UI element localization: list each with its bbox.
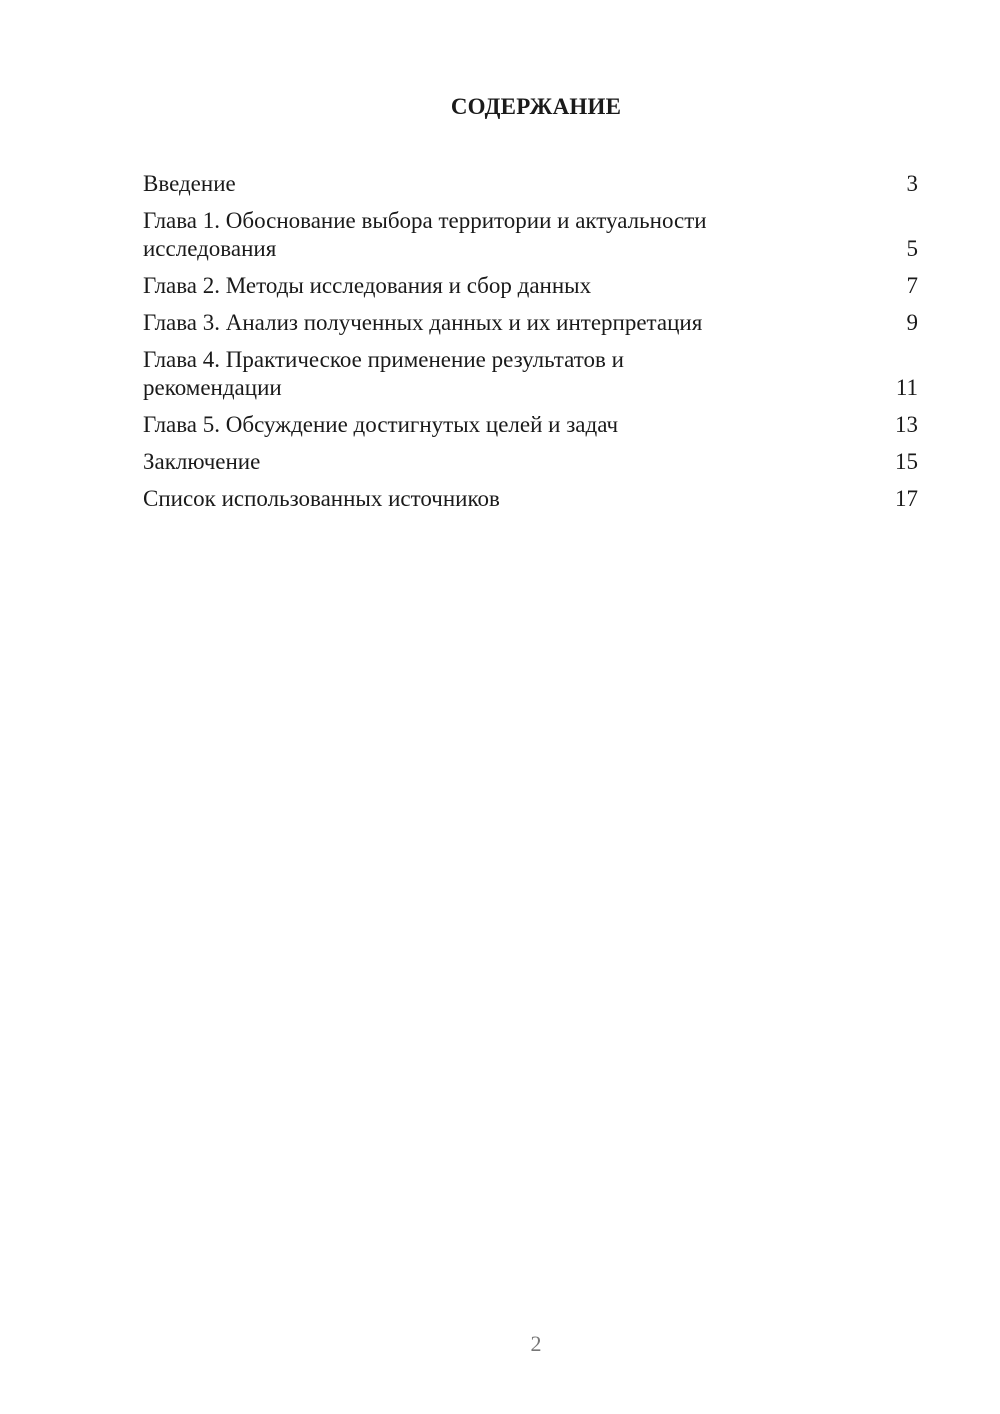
toc-entry-page: 5 bbox=[906, 236, 918, 261]
toc-entry-introduction[interactable] bbox=[143, 170, 918, 198]
toc-entry-page: 15 bbox=[895, 449, 918, 474]
toc-list bbox=[143, 170, 918, 522]
toc-entry-chapter-3[interactable] bbox=[143, 309, 918, 337]
toc-entry-page: 7 bbox=[906, 273, 918, 298]
toc-entry-page: 17 bbox=[895, 486, 918, 511]
toc-entry-chapter-1[interactable] bbox=[143, 207, 918, 263]
toc-entry-label: Глава 1. Обоснование выбора территории и актуальности исследования bbox=[143, 208, 707, 261]
toc-entry-label: Глава 3. Анализ полученных данных и их интерпретация bbox=[143, 310, 703, 335]
toc-entry-label: Заключение bbox=[143, 449, 261, 474]
toc-entry-label: Глава 5. Обсуждение достигнутых целей и задач bbox=[143, 412, 619, 437]
toc-entry-label: Глава 2. Методы исследования и сбор данных bbox=[143, 273, 592, 298]
toc-title: СОДЕРЖАНИЕ bbox=[450, 94, 622, 119]
toc-entry-label: Введение bbox=[143, 171, 236, 196]
toc-entry-page: 9 bbox=[906, 310, 918, 335]
toc-entry-page: 3 bbox=[906, 171, 918, 196]
toc-entry-page: 13 bbox=[895, 412, 918, 437]
page-number: 2 bbox=[530, 1331, 542, 1356]
toc-entry-conclusion[interactable] bbox=[143, 448, 918, 476]
toc-entry-chapter-2[interactable] bbox=[143, 272, 918, 300]
toc-entry-chapter-4[interactable] bbox=[143, 346, 918, 402]
toc-entry-label: Список использованных источников bbox=[143, 486, 500, 511]
toc-entry-references[interactable] bbox=[143, 485, 918, 513]
toc-entry-label: Глава 4. Практическое применение результатов и рекомендации bbox=[143, 347, 624, 400]
toc-entry-page: 11 bbox=[895, 375, 918, 400]
toc-entry-chapter-5[interactable] bbox=[143, 411, 918, 439]
